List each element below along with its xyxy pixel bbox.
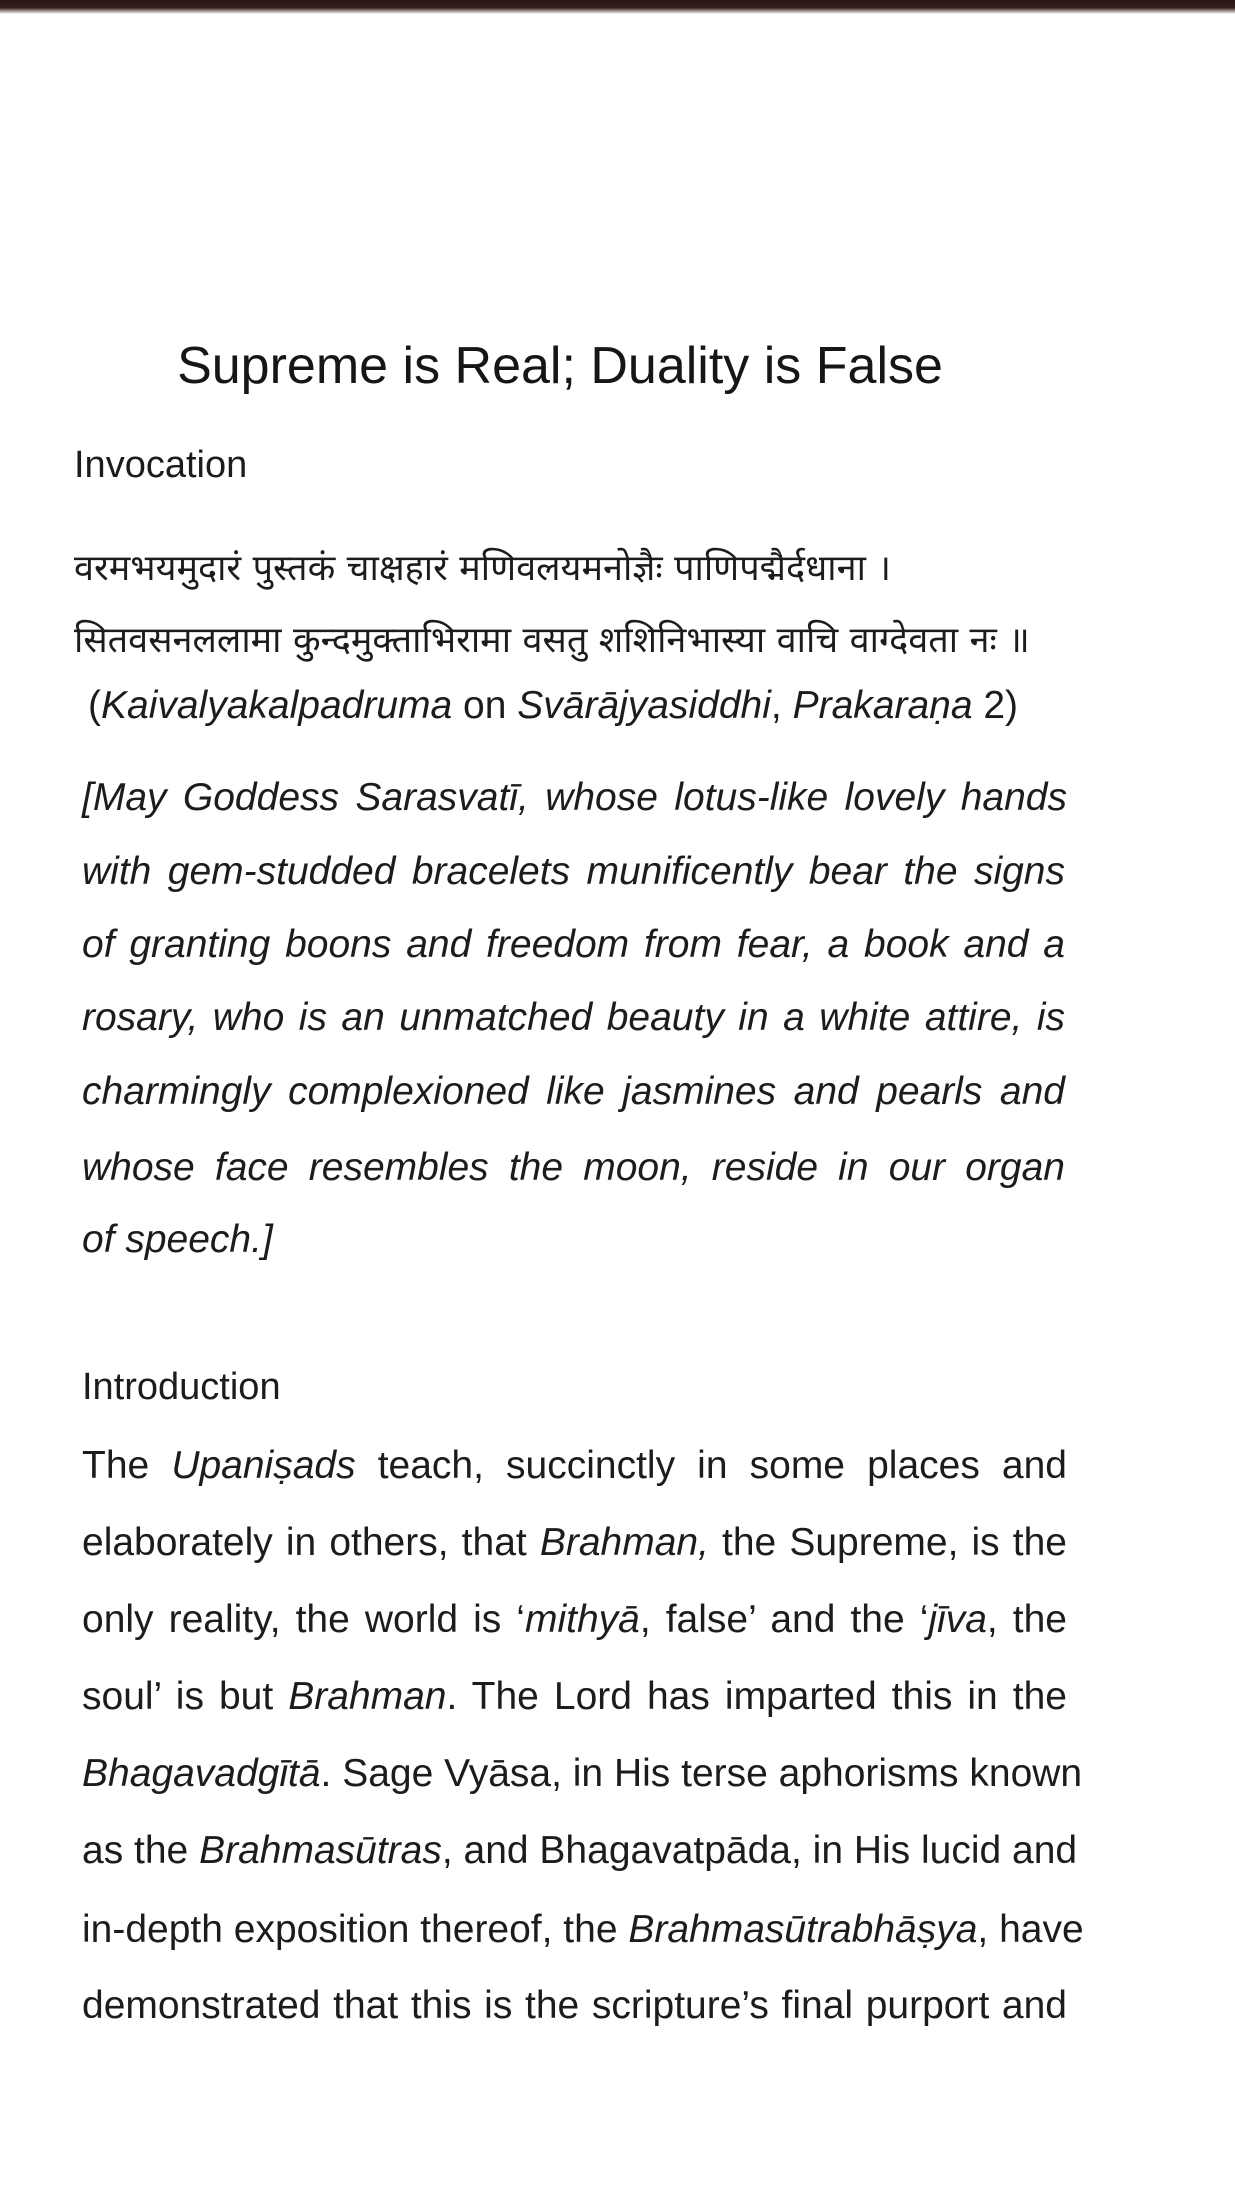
citation-section: Prakaraṇa [792, 684, 973, 727]
citation-work-1: Kaivalyakalpadruma [101, 684, 453, 727]
italic-term: mithyā [524, 1598, 640, 1641]
citation-work-2: Svārājyasiddhi [517, 684, 771, 727]
citation-separator: , [770, 684, 793, 727]
citation-on: on [452, 684, 518, 727]
page-top-edge [0, 0, 1235, 14]
introduction-line [82, 1829, 1078, 1872]
text-run: in-depth exposition thereof, the [82, 1908, 629, 1951]
translation-line: whose face resembles the moon, reside in our organ [82, 1146, 1065, 1189]
introduction-heading: Introduction [82, 1366, 281, 1408]
text-run: . The Lord has imparted this in the [446, 1675, 1067, 1718]
invocation-heading: Invocation [74, 444, 248, 486]
translation-line: rosary, who is an unmatched beauty in a white attire, is [82, 996, 1065, 1039]
text-run: , have [977, 1908, 1084, 1951]
text-run: . Sage Vyāsa, in His terse aphorisms known [320, 1752, 1083, 1795]
introduction-line [82, 1446, 1067, 1485]
text-run: the Supreme, is the [708, 1521, 1067, 1564]
text-run: , false’ and the ‘ [639, 1598, 929, 1641]
introduction-line [82, 1600, 1067, 1639]
verse-citation [88, 684, 1018, 728]
italic-term: Bhagavadgītā [82, 1752, 321, 1795]
text-run: as the [82, 1829, 200, 1872]
italic-term: Brahmasūtrabhāṣya [628, 1908, 978, 1951]
text-run: elaborately in others, that [82, 1521, 540, 1564]
introduction-line [82, 1677, 1067, 1716]
introduction-line [82, 1752, 1083, 1795]
translation-line: charmingly complexioned like jasmines and pearls and [82, 1070, 1065, 1113]
translation-line: with gem-studded bracelets munificently bear the signs [82, 850, 1065, 893]
text-run: only reality, the world is ‘ [82, 1598, 525, 1641]
citation-tail: 2) [972, 684, 1019, 727]
sanskrit-verse-line-1: वरमभयमुदारं पुस्तकं चाक्षहारं मणिवलयमनोज्ञैः पाणिपद्मैर्दधाना । [74, 548, 891, 589]
italic-term: Brahman, [539, 1521, 709, 1564]
text-run: demonstrated that this is the scripture’s final purport and [82, 1984, 1067, 2027]
citation-open: ( [88, 684, 101, 727]
introduction-line [82, 1908, 1084, 1951]
text-run: soul’ is but [82, 1675, 289, 1718]
text-run: , and Bhagavatpāda, in His lucid and [441, 1829, 1078, 1872]
italic-term: Brahmasūtras [199, 1829, 442, 1872]
text-run: , the [986, 1598, 1067, 1641]
introduction-line [82, 1523, 1067, 1562]
italic-term: jīva [928, 1598, 987, 1641]
translation-line: [May Goddess Sarasvatī, whose lotus-like lovely hands [82, 776, 1067, 819]
text-run: teach, succinctly in some places and [355, 1444, 1067, 1487]
italic-term: Brahman [288, 1675, 447, 1718]
translation-line: of granting boons and freedom from fear, a book and a [82, 923, 1065, 966]
chapter-title: Supreme is Real; Duality is False [177, 337, 943, 395]
text-run: The [82, 1444, 172, 1487]
italic-term: Upaniṣads [171, 1444, 356, 1487]
translation-line: of speech.] [82, 1218, 273, 1261]
introduction-line [82, 1986, 1067, 2025]
sanskrit-verse-line-2: सितवसनललामा कुन्दमुक्ताभिरामा वसतु शशिनिभास्या वाचि वाग्देवता नः ॥ [74, 620, 1030, 661]
